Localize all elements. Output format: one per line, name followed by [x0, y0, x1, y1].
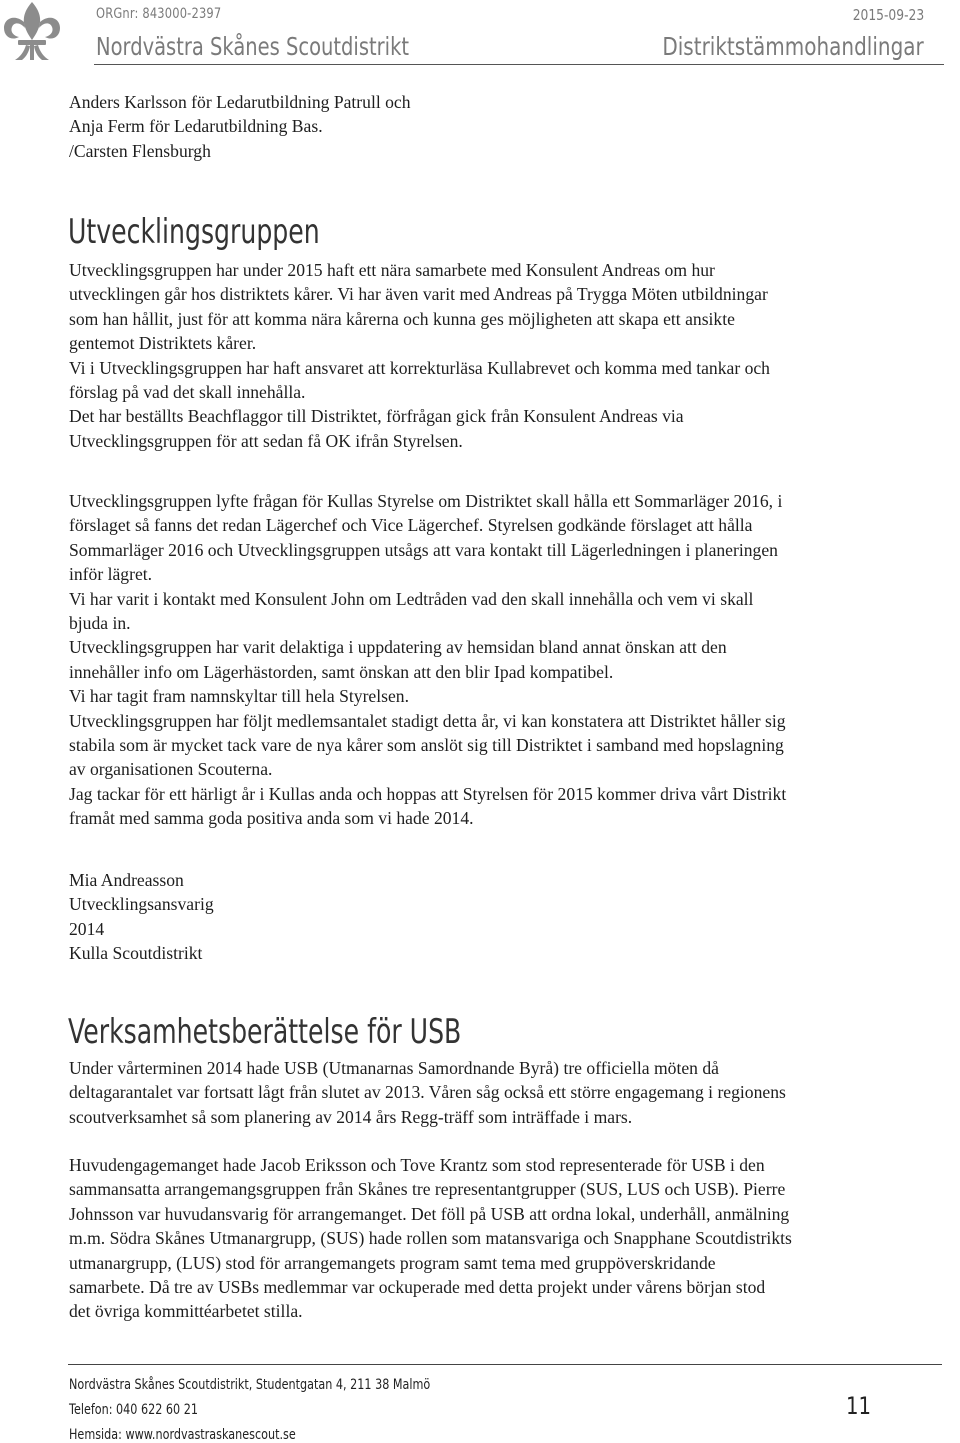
text-line: som han hållit, just för att komma nära kårerna och kunna ges möjligheten att skapa ett ansikte	[69, 308, 735, 329]
document-title: Distriktstämmohandlingar	[662, 32, 924, 61]
text-line: inför lägret.	[69, 564, 153, 585]
org-number: ORGnr: 843000-2397	[96, 6, 222, 22]
text-line: Anders Karlsson för Ledarutbildning Patrull och	[69, 92, 411, 112]
text-line: utvecklingen går hos distriktets kårer. Vi har även varit med Andreas på Trygga Möten utbildningar	[69, 284, 768, 305]
text-line: deltagarantalet var fortsatt lågt från slutet av 2013. Våren såg också ett större engagemang i regionens	[69, 1082, 786, 1103]
footer-address: Nordvästra Skånes Scoutdistrikt, Studentgatan 4, 211 38 Malmö	[69, 1377, 431, 1393]
signature-org: Kulla Scoutdistrikt	[69, 943, 203, 964]
text-line: /Carsten Flensburgh	[69, 140, 211, 161]
text-line: framåt med samma goda positiva anda som vi hade 2014.	[69, 808, 474, 829]
text-line: m.m. Södra Skånes Utmanargrupp, (SUS) hade rollen som matansvariga och Snapphane Scoutdistrikts	[69, 1228, 792, 1249]
text-line: Under vårterminen 2014 hade USB (Utmanarnas Samordnande Byrå) tre officiella möten då	[69, 1058, 719, 1078]
text-line: Huvudengagemanget hade Jacob Eriksson och Tove Krantz som stod representerade för USB i den	[69, 1155, 765, 1175]
text-line: förslaget så fanns det redan Lägerchef och Vice Lägerchef. Styrelsen godkände förslaget att hålla	[69, 515, 753, 536]
text-line: stabila som är mycket tack vare de nya kårer som anslöt sig till Distriktet i samband med hopslagning	[69, 735, 784, 756]
text-line: Vi har varit i kontakt med Konsulent John om Ledtråden vad den skall innehålla och vem vi skall	[69, 588, 754, 609]
signature-name: Mia Andreasson	[69, 870, 184, 890]
text-line: Utvecklingsgruppen har varit delaktiga i uppdatering av hemsidan bland annat önskan att den	[69, 637, 727, 658]
signature-role: Utvecklingsansvarig	[69, 894, 214, 915]
text-line: Johnsson var huvudansvarig för arrangemanget. Det föll på USB att ordna lokal, underhåll, anmälning	[69, 1203, 790, 1224]
text-line: bjuda in.	[69, 613, 131, 634]
text-line: Vi har tagit fram namnskyltar till hela Styrelsen.	[69, 686, 409, 707]
intro-paragraph	[69, 90, 939, 163]
text-line: Utvecklingsgruppen har under 2015 haft ett nära samarbete med Konsulent Andreas om hur	[69, 260, 715, 280]
document-date: 2015-09-23	[852, 6, 924, 24]
section1-paragraph-2	[69, 489, 939, 831]
section2-paragraph-2	[69, 1153, 939, 1324]
text-line: Jag tackar för ett härligt år i Kullas anda och hoppas att Styrelsen för 2015 kommer driva vårt Distrikt	[69, 783, 787, 804]
text-line: Utvecklingsgruppen för att sedan få OK ifrån Styrelsen.	[69, 430, 463, 451]
text-line: Vi i Utvecklingsgruppen har haft ansvaret att korrekturläsa Kullabrevet och komma med tankar och	[69, 357, 770, 378]
text-line: gentemot Distriktets kårer.	[69, 333, 257, 354]
fleur-de-lis-icon	[0, 0, 64, 64]
text-line: det övriga kommittéarbetet stilla.	[69, 1301, 303, 1322]
section1-paragraph-1	[69, 258, 939, 453]
text-line: scoutverksamhet så som planering av 2014 års Regg-träff som inträffade i mars.	[69, 1106, 633, 1127]
text-line: förslag på vad det skall innehålla.	[69, 382, 306, 403]
footer-website[interactable]: Hemsida: www.nordvastraskanescout.se	[69, 1427, 296, 1443]
text-line: sammansatta arrangemangsgruppen från Skånes tre representantgrupper (SUS, LUS och USB). Pierre	[69, 1179, 786, 1200]
text-line: Det har beställts Beachflaggor till Distriktet, förfrågan gick från Konsulent Andreas via	[69, 406, 684, 427]
text-line: innehåller info om Lägerhästorden, samt önskan att den blir Ipad kompatibel.	[69, 661, 614, 682]
section-heading-usb: Verksamhetsberättelse för USB	[68, 1012, 462, 1052]
text-line: samarbete. Då tre av USBs medlemmar var ockuperade med detta projekt under vårens början stod	[69, 1277, 766, 1298]
text-line: av organisationen Scouterna.	[69, 759, 273, 780]
signature-block	[69, 868, 939, 966]
text-line: Utvecklingsgruppen har följt medlemsantalet stadigt detta år, vi kan konstatera att Distriktet håller sig	[69, 710, 786, 731]
footer-divider	[68, 1364, 942, 1365]
header-divider	[94, 64, 944, 65]
footer-phone: Telefon: 040 622 60 21	[69, 1402, 198, 1418]
section2-paragraph-1	[69, 1056, 939, 1129]
text-line: Utvecklingsgruppen lyfte frågan för Kullas Styrelse om Distriktet skall hålla ett Sommarläger 2016, i	[69, 491, 783, 511]
text-line: utmanargrupp, (LUS) stod för arrangemangets program samt tema med gruppöverskridande	[69, 1252, 716, 1273]
district-name: Nordvästra Skånes Scoutdistrikt	[96, 32, 410, 61]
signature-year: 2014	[69, 918, 105, 939]
text-line: Anja Ferm för Ledarutbildning Bas.	[69, 116, 323, 137]
section-heading-utvecklingsgruppen: Utvecklingsgruppen	[68, 212, 320, 252]
text-line: Sommarläger 2016 och Utvecklingsgruppen utsågs att vara kontakt till Lägerledningen i planeringen	[69, 539, 778, 560]
page-number: 11	[846, 1392, 872, 1420]
